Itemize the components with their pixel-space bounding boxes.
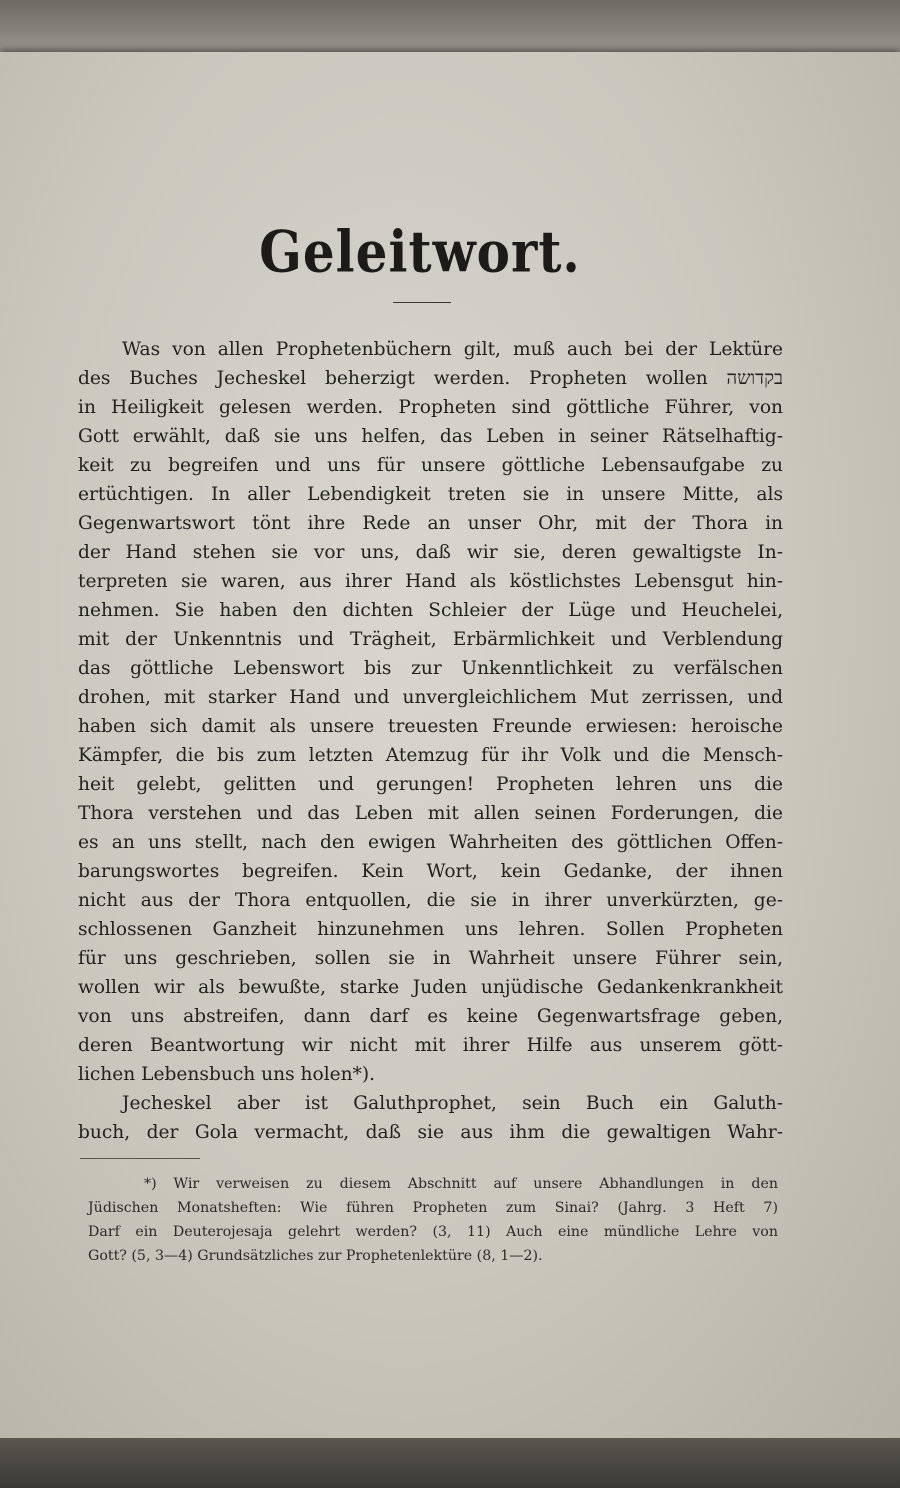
text-line: deren Beantwortung wir nicht mit ihrer Hilfe aus unserem gött- (78, 1035, 783, 1056)
footnote-line: Gott? (5, 3—4) Grundsätzliches zur Prophetenlektüre (8, 1—2). (88, 1248, 543, 1264)
text-line: es an uns stellt, nach den ewigen Wahrheiten des göttlichen Offen- (78, 832, 783, 853)
background-top (0, 0, 900, 60)
background-bottom (0, 1438, 900, 1488)
text-line: drohen, mit starker Hand und unvergleichlichem Mut zerrissen, und (78, 687, 783, 708)
text-line: wollen wir als bewußte, starke Juden unjüdische Gedankenkrankheit (78, 977, 783, 998)
page-title: Geleitwort. (259, 217, 581, 286)
text-line: in Heiligkeit gelesen werden. Propheten sind göttliche Führer, von (78, 397, 783, 418)
text-line: terpreten sie waren, aus ihrer Hand als köstlichstes Lebensgut hin- (78, 571, 783, 592)
text-line: Kämpfer, die bis zum letzten Atemzug für ihr Volk und die Mensch- (78, 745, 783, 766)
text-line: das göttliche Lebenswort bis zur Unkenntlichkeit zu verfälschen (78, 658, 783, 679)
text-line: Gegenwartswort tönt ihre Rede an unser Ohr, mit der Thora in (78, 513, 783, 534)
text-line: ertüchtigen. In aller Lebendigkeit treten sie in unsere Mitte, als (78, 484, 783, 505)
text-line: haben sich damit als unsere treuesten Freunde erwiesen: heroische (78, 716, 783, 737)
title-divider (393, 302, 451, 303)
text-line: von uns abstreifen, dann darf es keine Gegenwartsfrage geben, (78, 1006, 783, 1027)
text-line: Thora verstehen und das Leben mit allen seinen Forderungen, die (78, 803, 783, 824)
paragraph-2 (78, 1089, 783, 1147)
text-line: Was von allen Prophetenbüchern gilt, muß auch bei der Lektüre (122, 339, 783, 360)
paragraph-1 (78, 335, 783, 1089)
footnote-line: *) Wir verweisen zu diesem Abschnitt auf unsere Abhandlungen in den (144, 1176, 778, 1192)
book-page (0, 52, 900, 1442)
text-line: Jecheskel aber ist Galuthprophet, sein Buch ein Galuth- (122, 1093, 783, 1114)
text-line: nicht aus der Thora entquollen, die sie in ihrer unverkürzten, ge- (78, 890, 783, 911)
footnote-line: Jüdischen Monatsheften: Wie führen Propheten zum Sinai? (Jahrg. 3 Heft 7) (88, 1200, 778, 1216)
text-line: nehmen. Sie haben den dichten Schleier der Lüge und Heuchelei, (78, 600, 783, 621)
text-line: der Hand stehen sie vor uns, daß wir sie, deren gewaltigste In- (78, 542, 783, 563)
text-line: heit gelebt, gelitten und gerungen! Propheten lehren uns die (78, 774, 783, 795)
text-line: mit der Unkenntnis und Trägheit, Erbärmlichkeit und Verblendung (78, 629, 783, 650)
text-line: Gott erwählt, daß sie uns helfen, das Leben in seiner Rätselhaftig- (78, 426, 783, 447)
footnote-line: Darf ein Deuterojesaja gelehrt werden? (3, 11) Auch eine mündliche Lehre von (88, 1224, 778, 1240)
text-line: barungswortes begreifen. Kein Wort, kein Gedanke, der ihnen (78, 861, 783, 882)
body-text (78, 335, 783, 1147)
text-line: buch, der Gola vermacht, daß sie aus ihm die gewaltigen Wahr- (78, 1122, 783, 1143)
text-line: des Buches Jecheskel beherzigt werden. Propheten wollen בקדושה (78, 368, 783, 389)
footnote (88, 1172, 778, 1268)
footnote-divider (80, 1158, 200, 1159)
text-line: lichen Lebensbuch uns holen*). (78, 1064, 376, 1085)
text-line: keit zu begreifen und uns für unsere göttliche Lebensaufgabe zu (78, 455, 783, 476)
text-line: schlossenen Ganzheit hinzunehmen uns lehren. Sollen Propheten (78, 919, 783, 940)
text-line: für uns geschrieben, sollen sie in Wahrheit unsere Führer sein, (78, 948, 783, 969)
